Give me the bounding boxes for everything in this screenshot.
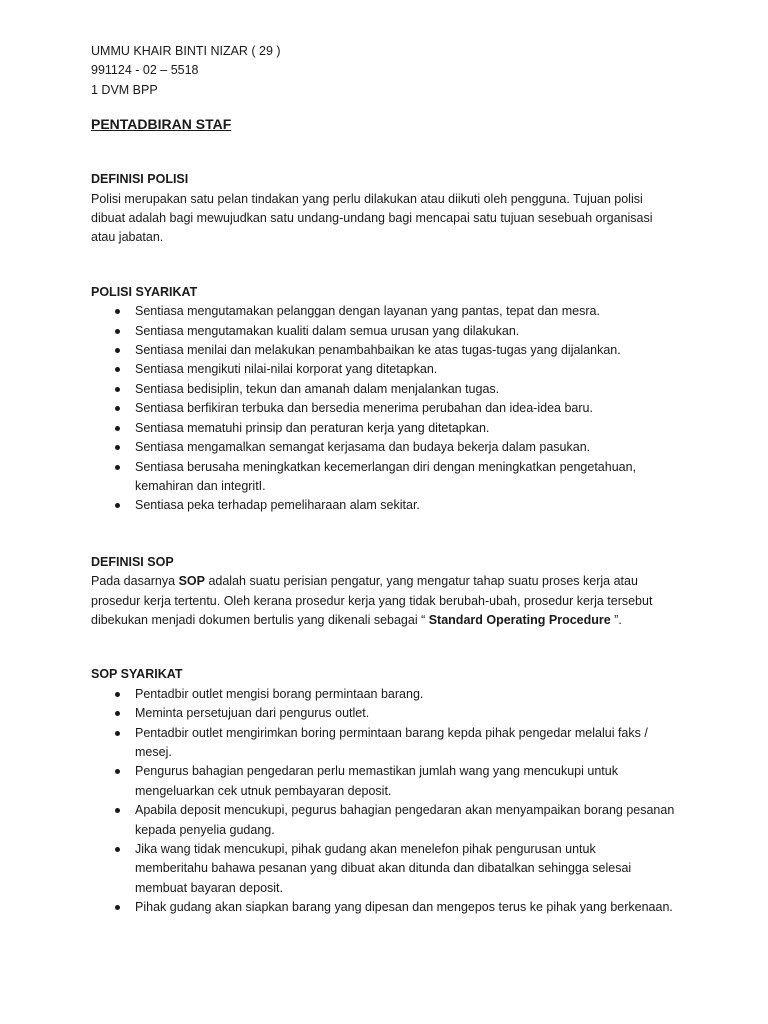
bold-term: Standard Operating Procedure [428, 612, 611, 627]
list-item [91, 302, 691, 321]
list-item-text: kepada penyelia gudang. [135, 822, 275, 837]
bullet-icon [115, 406, 120, 411]
list-item-text: Pentadbir outlet mengirimkan boring permintaan barang kepda pihak pengedar melalui faks / [135, 725, 648, 740]
list-item-text: Sentiasa bedisiplin, tekun dan amanah dalam menjalankan tugas. [135, 381, 500, 396]
bullet-icon [115, 731, 120, 736]
list-item [91, 438, 691, 457]
list-item-text: Sentiasa mengutamakan kualiti dalam semua urusan yang dilakukan. [135, 323, 520, 338]
list-item-text: mengeluarkan cek utnuk pembayaran deposit. [135, 783, 392, 798]
list-item [91, 496, 691, 515]
list-item [91, 685, 691, 704]
paragraph-line: dibuat adalah bagi mewujudkan satu undang-undang bagi mencapai satu tujuan sesebuah organisasi [91, 211, 653, 226]
list-item [91, 322, 691, 341]
list-item [91, 801, 691, 840]
list-item-text: Meminta persetujuan dari pengurus outlet. [135, 706, 370, 721]
bullet-icon [115, 711, 120, 716]
list-item-text: Sentiasa mengutamakan pelanggan dengan layanan yang pantas, tepat dan mesra. [135, 304, 600, 319]
bullet-icon [115, 769, 120, 774]
student-name: UMMU KHAIR BINTI NIZAR ( 29 ) [91, 44, 281, 58]
list-item [91, 704, 691, 723]
bullet-icon [115, 387, 120, 392]
bullet-icon [115, 503, 120, 508]
list-item-text: Sentiasa mengikuti nilai-nilai korporat yang ditetapkan. [135, 362, 438, 377]
student-header [91, 42, 691, 100]
bullet-icon [115, 847, 120, 852]
section-heading: POLISI SYARIKAT [91, 284, 198, 299]
list-item-text: Jika wang tidak mencukupi, pihak gudang akan menelefon pihak pengurusan untuk [135, 842, 596, 856]
document-page [91, 42, 691, 918]
bullet-icon [115, 309, 120, 314]
list-item [91, 840, 691, 898]
list-item-text: Pengurus bahagian pengedaran perlu memastikan jumlah wang yang mencukupi untuk [135, 764, 618, 779]
list-item [91, 762, 691, 801]
bullet-list [91, 302, 691, 515]
list-item [91, 724, 691, 763]
list-item-text: Pentadbir outlet mengisi borang permintaan barang. [135, 686, 424, 701]
list-item [91, 341, 691, 360]
bullet-icon [115, 692, 120, 697]
bullet-icon [115, 808, 120, 813]
list-item [91, 399, 691, 418]
text-segment: dibekukan menjadi dokumen bertulis yang dikenali sebagai “ [91, 612, 429, 627]
list-item-text: Apabila deposit mencukupi, pegurus bahagian pengedaran akan menyampaikan borang pesanan [135, 803, 675, 818]
student-class: 1 DVM BPP [91, 82, 158, 97]
paragraph-line: prosedur kerja tertentu. Oleh kerana prosedur kerja yang tidak berubah-ubah, prosedur kerja tersebut [91, 593, 653, 608]
paragraph-line [91, 572, 671, 591]
list-item-text: Sentiasa mengamalkan semangat kerjasama dan budaya bekerja dalam pasukan. [135, 440, 591, 455]
list-item [91, 380, 691, 399]
bullet-icon [115, 465, 120, 470]
bold-term: SOP [178, 574, 205, 589]
section-heading: SOP SYARIKAT [91, 667, 183, 682]
section-polisi-syarikat [91, 283, 691, 516]
list-item-text: Sentiasa peka terhadap pemeliharaan alam sekitar. [135, 498, 420, 513]
text-segment: Pada dasarnya [91, 574, 179, 589]
list-item-text: mesej. [135, 744, 172, 759]
section-heading: DEFINISI SOP [91, 554, 174, 569]
list-item [91, 898, 691, 917]
paragraph [91, 190, 671, 248]
bullet-icon [115, 426, 120, 431]
bullet-icon [115, 348, 120, 353]
list-item-text: Sentiasa berfikiran terbuka dan bersedia menerima perubahan dan idea-idea baru. [135, 401, 593, 416]
list-item-text: membuat bayaran deposit. [135, 880, 284, 895]
list-item-text: kemahiran dan integritI. [135, 478, 266, 493]
section-sop-syarikat [91, 665, 691, 917]
paragraph-line: Polisi merupakan satu pelan tindakan yang perlu dilakukan atau diikuti oleh pengguna. Tujuan polisi [91, 191, 643, 206]
paragraph [91, 572, 671, 630]
list-item-text: memberitahu bahawa pesanan yang dibuat akan ditunda dan dibatalkan sehingga selesai [135, 861, 632, 876]
list-item [91, 419, 691, 438]
bullet-icon [115, 905, 120, 910]
section-definisi-polisi [91, 170, 691, 248]
list-item-text: Sentiasa menilai dan melakukan penambahbaikan ke atas tugas-tugas yang dijalankan. [135, 343, 621, 358]
bullet-icon [115, 329, 120, 334]
list-item-text: Sentiasa mematuhi prinsip dan peraturan kerja yang ditetapkan. [135, 420, 490, 435]
section-definisi-sop [91, 553, 691, 631]
student-ic-number: 991124 - 02 – 5518 [91, 63, 199, 78]
bullet-icon [115, 445, 120, 450]
list-item [91, 360, 691, 379]
section-heading: DEFINISI POLISI [91, 172, 189, 187]
list-item-text: Pihak gudang akan siapkan barang yang dipesan dan mengepos terus ke pihak yang berkenaan. [135, 900, 673, 915]
bullet-list [91, 685, 691, 918]
bullet-icon [115, 367, 120, 372]
paragraph-line [91, 611, 671, 630]
text-segment: adalah suatu perisian pengatur, yang mengatur tahap suatu proses kerja atau [204, 574, 638, 589]
document-title: PENTADBIRAN STAF [91, 116, 232, 133]
list-item [91, 458, 691, 497]
paragraph-line: atau jabatan. [91, 230, 164, 245]
text-segment: ”. [610, 612, 622, 627]
list-item-text: Sentiasa berusaha meningkatkan kecemerlangan diri dengan meningkatkan pengetahuan, [135, 459, 637, 474]
